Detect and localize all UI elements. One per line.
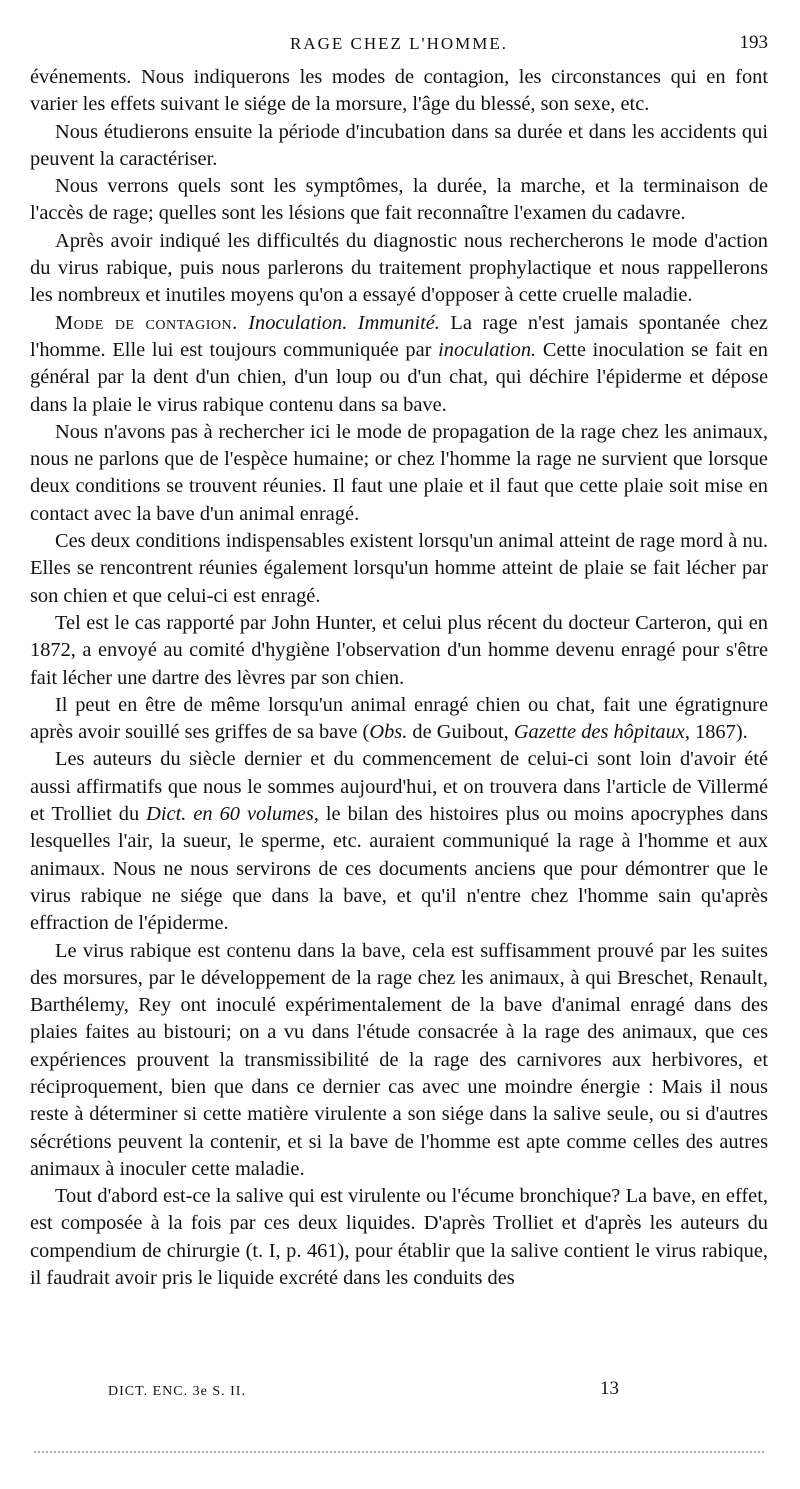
paragraph-10-italic-dict: Dict. en 60 volumes, [146,803,319,826]
paragraph-10-text-a: Les auteurs du siècle dernier et du commencement de celui-ci sont loin d'avoir été aussi affirmatifs que nous le sommes aujourd'hui, et on trouvera dans l'article de Villermé et Trolliet du [30,748,768,826]
paragraph-9-text-a: Il peut en être de même lorsqu'un animal enragé chien ou chat, fait une égratignure après avoir souillé ses griffes de sa bave ( [30,693,768,744]
paragraph-5-text-b: Cette inoculation se fait en général par la dent d'un chien, d'un loup ou d'un chat, qui déchire l'épiderme et dépose dans la plaie le virus rabique contenu dans sa bave. [30,338,768,416]
paragraph-9-italic-obs: Obs. [369,721,408,744]
paragraph-4: Après avoir indiqué les difficultés du diagnostic nous rechercherons le mode d'action du virus rabique, puis nous parlerons du traitement prophylactique et nous rappellerons les nombreux et inutiles moyens qu'on a essayé d'opposer à cette cruelle maladie. [30,229,768,307]
paragraph-5-text-a: La rage n'est jamais spontanée chez l'homme. Elle lui est toujours communiquée par [30,311,768,361]
paragraph-9-text-b: de Guibout, [407,721,514,744]
bottom-dotted-rule [34,1451,764,1453]
book-page [30,0,768,1489]
paragraph-10 [30,746,768,937]
paragraph-5 [30,310,768,419]
sheet-number: 13 [600,1378,619,1399]
paragraph-8: Tel est le cas rapporté par John Hunter, et celui plus récent du docteur Carteron, qui en 1872, a envoyé au comité d'hygiène l'observation d'un homme devenu enragé pour s'être fait lécher une dartre des lèvres par son chien. [30,611,768,689]
section-subtitle: Inoculation. Immunité. [248,311,440,334]
paragraph-5-italic-word: inoculation. [438,338,537,361]
paragraph-2: Nous étudierons ensuite la période d'incubation dans sa durée et dans les accidents qui peuvent la caractériser. [30,120,768,170]
paragraph-1: événements. Nous indiquerons les modes de contagion, les circonstances qui en font varier les effets suivant le siége de la morsure, l'âge du blessé, son sexe, etc. [30,66,768,116]
paragraph-7: Ces deux conditions indispensables existent lorsqu'un animal atteint de rage mord à nu. Elles se rencontrent réunies également lorsqu'un homme atteint de plaie se fait lécher par son chien et que celui-ci est enragé. [30,530,768,607]
section-heading: Mode de contagion. [55,311,238,334]
paragraph-6: Nous n'avons pas à rechercher ici le mode de propagation de la rage chez les animaux, nous ne parlons que de l'espèce humaine; or chez l'homme la rage ne survient que lorsque deux conditions se trouvent réunies. Il faut une plaie et il faut que cette plaie soit mise en contact avec la bave d'un animal enragé. [30,420,768,525]
printer-signature: DICT. ENC. 3e S. II. [108,1384,246,1399]
paragraph-9-italic-gazette: Gazette des hôpitaux [513,721,685,744]
running-title: RAGE CHEZ L'HOMME. [289,34,509,53]
paragraph-9 [30,692,768,747]
paragraph-10-text-b: le bilan des histoires plus ou moins apocryphes dans lesquelles l'air, la sueur, le sperme, etc. auraient communiqué la rage à l'homme et aux animaux. Nous ne nous servirons de ces documents anciens que pour démontrer que le virus rabique ne siége que dans la bave, et qu'il n'entre chez l'homme sain qu'après effraction de l'épiderme. [30,803,768,935]
body-text [30,64,768,1292]
running-head [30,32,768,56]
paragraph-3: Nous verrons quels sont les symptômes, la durée, la marche, et la terminaison de l'accès de rage; quelles sont les lésions que fait reconnaître l'examen du cadavre. [30,175,768,225]
paragraph-9-text-c: , 1867). [684,721,748,744]
paragraph-12: Tout d'abord est-ce la salive qui est virulente ou l'écume bronchique? La bave, en effet, est composée à la fois par ces deux liquides. D'après Trolliet et d'après les auteurs du compendium de chirurgie (t. I, p. 461), pour établir que la salive contient le virus rabique, il faudrait avoir pris le liquide excrété dans les conduits des [30,1185,768,1290]
page-footer [30,1378,768,1404]
paragraph-11: Le virus rabique est contenu dans la bave, cela est suffisamment prouvé par les suites des morsures, par le développement de la rage chez les animaux, à qui Breschet, Renault, Barthélemy, Rey ont inoculé expérimentalement de la bave d'animal enragé dans des plaies faites au bistouri; on a vu dans l'étude consacrée à la rage des animaux, que ces expériences prouvent la transmissibilité de la rage des carnivores aux herbivores, et réciproquement, bien que dans ce dernier cas avec une moindre énergie : Mais il nous reste à déterminer si cette matière virulente a son siége dans la salive seule, ou si d'autres sécrétions peuvent la contenir, et si la bave de l'homme est apte comme celles des autres animaux à inoculer cette maladie. [30,939,768,1180]
page-number: 193 [739,32,768,53]
